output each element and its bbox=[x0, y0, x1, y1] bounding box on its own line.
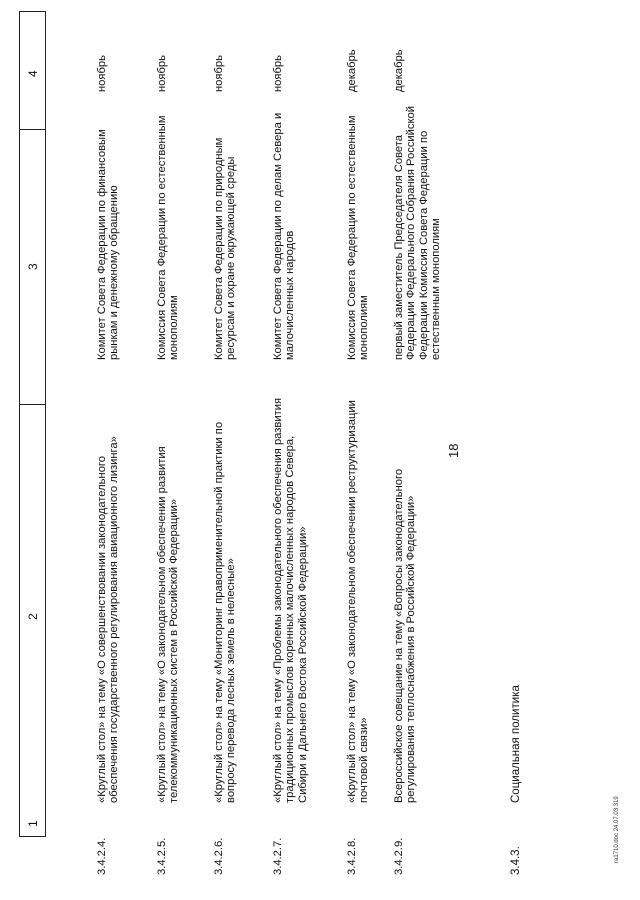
col-divider-3-4 bbox=[19, 129, 46, 130]
col-divider-left bbox=[19, 836, 46, 837]
event-title: «Круглый стол» на тему «Проблемы законодательного обеспечения развития традиционных промыслов коренных малочисленных народов Севера, Сибири и Дальнего Востока Российской Федерации» bbox=[272, 397, 309, 803]
event-title: «Круглый стол» на тему «О законодательном обеспечении реструктуризации почтовой связи» bbox=[346, 400, 371, 803]
row-number: 3.4.2.4. bbox=[96, 837, 108, 875]
event-term: ноябрь bbox=[213, 55, 225, 92]
row-number: 3.4.2.5. bbox=[156, 837, 168, 875]
responsible-body: Комитет Совета Федерации по делам Севера и малочисленных народов bbox=[272, 112, 297, 360]
event-term: ноябрь bbox=[156, 55, 168, 92]
event-term: ноябрь bbox=[272, 55, 284, 92]
responsible-body: первый заместитель Председателя Совета Федерации Федерального Собрания Российской Федерации Комиссия Совета Федерации по естественным монополиям bbox=[393, 106, 443, 360]
event-title: «Круглый стол» на тему «О законодательном обеспечении развития телекоммуникационных систем в Российской Федерации» bbox=[156, 446, 181, 803]
column-header-3: 3 bbox=[26, 263, 40, 270]
responsible-body: Комиссия Совета Федерации по естественным монополиям bbox=[346, 115, 371, 360]
row-number: 3.4.2.6. bbox=[213, 837, 225, 875]
responsible-body: Комитет Совета Федерации по финансовым рынкам и денежному обращению bbox=[96, 129, 121, 360]
row-number: 3.4.2.7. bbox=[272, 837, 284, 875]
event-term: ноябрь bbox=[96, 55, 108, 92]
row-number: 3.4.2.8. bbox=[346, 837, 358, 875]
event-term: декабрь bbox=[393, 49, 405, 92]
event-term: декабрь bbox=[346, 49, 358, 92]
col-divider-2-3 bbox=[19, 404, 46, 405]
column-header-1: 1 bbox=[26, 820, 40, 827]
event-title: «Круглый стол» на тему «Мониторинг правоприменительной практики по вопросу перевода лесных земель в нелесные» bbox=[213, 421, 238, 803]
section-title: Социальная политика bbox=[510, 685, 522, 803]
table-top-rule bbox=[19, 12, 20, 837]
page-number: 18 bbox=[446, 443, 461, 458]
event-title: Всероссийское совещание на тему «Вопросы законодательного регулирования теплоснабжения в Российской Федерации» bbox=[393, 468, 418, 803]
column-header-4: 4 bbox=[26, 70, 40, 77]
column-header-2: 2 bbox=[26, 613, 40, 620]
row-number: 3.4.2.9. bbox=[393, 837, 405, 875]
col-divider-right bbox=[19, 11, 46, 12]
responsible-body: Комитет Совета Федерации по природным ресурсам и охране окружающей среды bbox=[213, 137, 238, 360]
table-header-rule bbox=[45, 12, 46, 837]
event-title: «Круглый стол» на тему «О совершенствовании законодательного обеспечения государственного регулирования авиационного лизинга» bbox=[96, 436, 121, 803]
responsible-body: Комиссия Совета Федерации по естественным монополиям bbox=[156, 115, 181, 360]
document-footer-code: ra1710.doc 24.07.03 319 bbox=[614, 796, 620, 863]
section-number: 3.4.3. bbox=[510, 846, 522, 875]
